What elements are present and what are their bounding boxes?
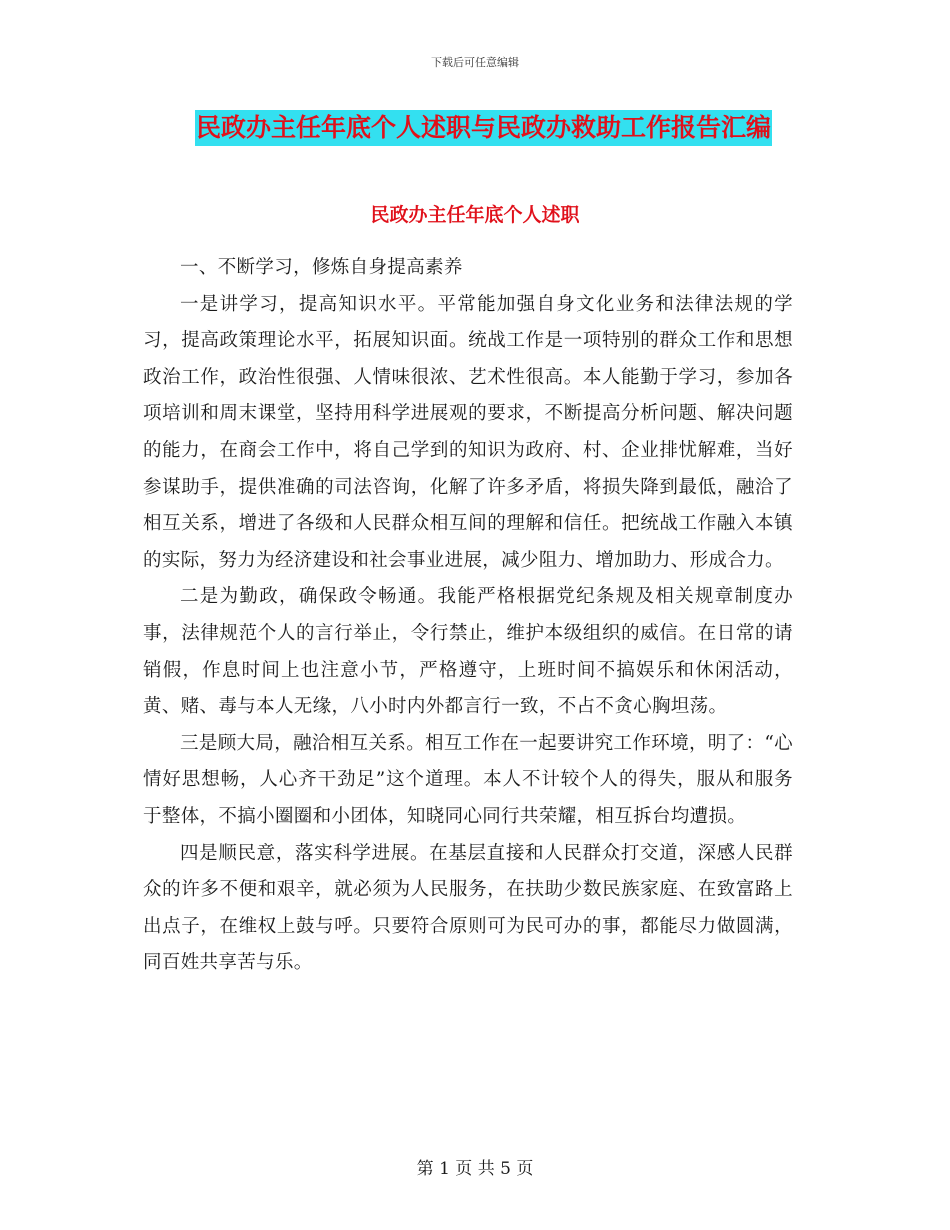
section-title: 民政办主任年底个人述职 xyxy=(370,204,580,226)
document-main-title: 民政办主任年底个人述职与民政办救助工作报告汇编 xyxy=(195,110,772,146)
main-title-container xyxy=(195,110,805,146)
paragraph-learning: 一是讲学习，提高知识水平。平常能加强自身文化业务和法律法规的学习，提高政策理论水平，拓展知识面。统战工作是一项特别的群众工作和思想政治工作，政治性很强、人情味很浓、艺术性很高。本人能勤于学习，参加各项培训和周末课堂，坚持用科学进展观的要求，不断提高分析问题、解决问题的能力，在商会工作中，将自己学到的知识为政府、村、企业排忧解难，当好参谋助手，提供准确的司法咨询，化解了许多矛盾，将损失降到最低，融洽了相互关系，增进了各级和人民群众相互间的理解和信任。把统战工作融入本镇的实际，努力为经济建设和社会事业进展，减少阻力、增加助力、形成合力。 xyxy=(143,293,793,571)
paragraph-public-will: 四是顺民意，落实科学进展。在基层直接和人民群众打交道，深感人民群众的许多不便和艰辛，就必须为人民服务，在扶助少数民族家庭、在致富路上出点子，在维权上鼓与呼。只要符合原则可为民可办的事，都能尽力做圆满，同百姓共享苦与乐。 xyxy=(143,842,793,974)
paragraph-diligence: 二是为勤政，确保政令畅通。我能严格根据党纪条规及相关规章制度办事，法律规范个人的言行举止，令行禁止，维护本级组织的威信。在日常的请销假，作息时间上也注意小节，严格遵守，上班时间不搞娱乐和休闲活动，黄、赌、毒与本人无缘，八小时内外都言行一致，不占不贪心胸坦荡。 xyxy=(143,586,793,718)
page-header-note: 下载后可任意编辑 xyxy=(431,56,519,69)
paragraph-overall-situation: 三是顾大局，融洽相互关系。相互工作在一起要讲究工作环境，明了：“心情好思想畅，人心齐干劲足”这个道理。本人不计较个人的得失，服从和服务于整体，不搞小圈圈和小团体，知晓同心同行共荣耀，相互拆台均遭损。 xyxy=(143,732,794,827)
document-body xyxy=(143,250,793,982)
page-number: 第 1 页 共 5 页 xyxy=(416,1159,534,1179)
paragraph-heading-1: 一、不断学习，修炼自身提高素养 xyxy=(180,257,463,278)
